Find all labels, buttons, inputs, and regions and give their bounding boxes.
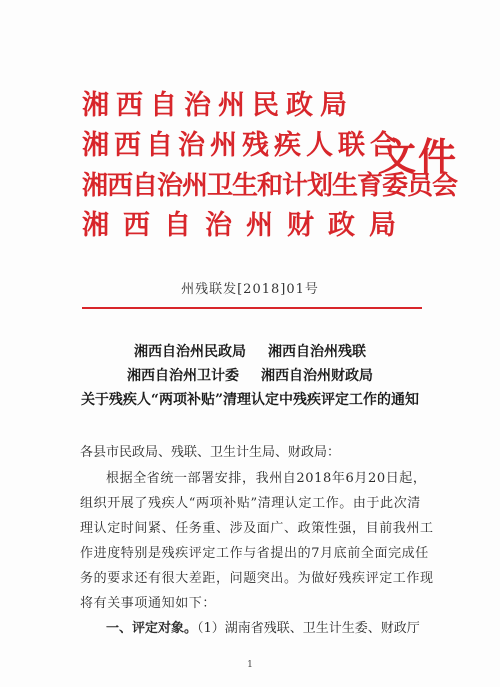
document-body [80,440,440,641]
document-type-label: 文件 [378,134,459,179]
body-paragraph [80,466,440,616]
issuer-health-family-planning: 湘西自治州卫生和计划生育委员会 [82,171,458,201]
document-number: 州残联发[2018]01号 [181,282,319,297]
title-issuer: 湘西自治州财政局 [261,368,373,384]
paragraph-line: 组织开展了残疾人“两项补贴”清理认定工作。由于此次清 [80,496,421,511]
letterhead-divider [82,307,422,309]
issuer-disabled-persons-federation: 湘西自治州残疾人联合 [82,130,402,161]
title-block [0,340,500,412]
title-issuer: 湘西自治州民政局 [134,344,246,360]
page-number: 1 [247,660,253,670]
item-one [80,616,440,641]
paragraph-line: 作进度特别是残疾评定工作与省提出的7月底前全面完成任 [80,546,429,561]
issuer-civil-affairs: 湘西自治州民政局 [82,90,354,121]
item-one-text: （1）湖南省残联、卫生计生委、财政厅 [197,621,420,636]
salutation: 各县市民政局、残联、卫生计生局、财政局： [80,445,341,460]
paragraph-line: 将有关事项通知如下： [80,596,217,611]
document-title: 关于残疾人“两项补贴”清理认定中残疾评定工作的通知 [80,392,420,408]
item-one-heading: 一、评定对象。 [106,621,198,636]
title-issuer: 湘西自治州卫计委 [127,368,239,384]
paragraph-line: 根据全省统一部署安排，我州自2018年6月20日起， [106,471,427,486]
title-issuers-row-2 [0,364,500,388]
paragraph-line: 理认定时间紧、任务重、涉及面广、政策性强，目前我州工 [80,521,434,536]
title-issuer: 湘西自治州残联 [268,344,366,360]
title-issuers-row-1 [0,340,500,364]
paragraph-line: 务的要求还有很大差距，问题突出。为做好残疾评定工作现 [80,571,434,586]
issuer-finance-bureau: 湘西自治州财政局 [82,210,410,241]
